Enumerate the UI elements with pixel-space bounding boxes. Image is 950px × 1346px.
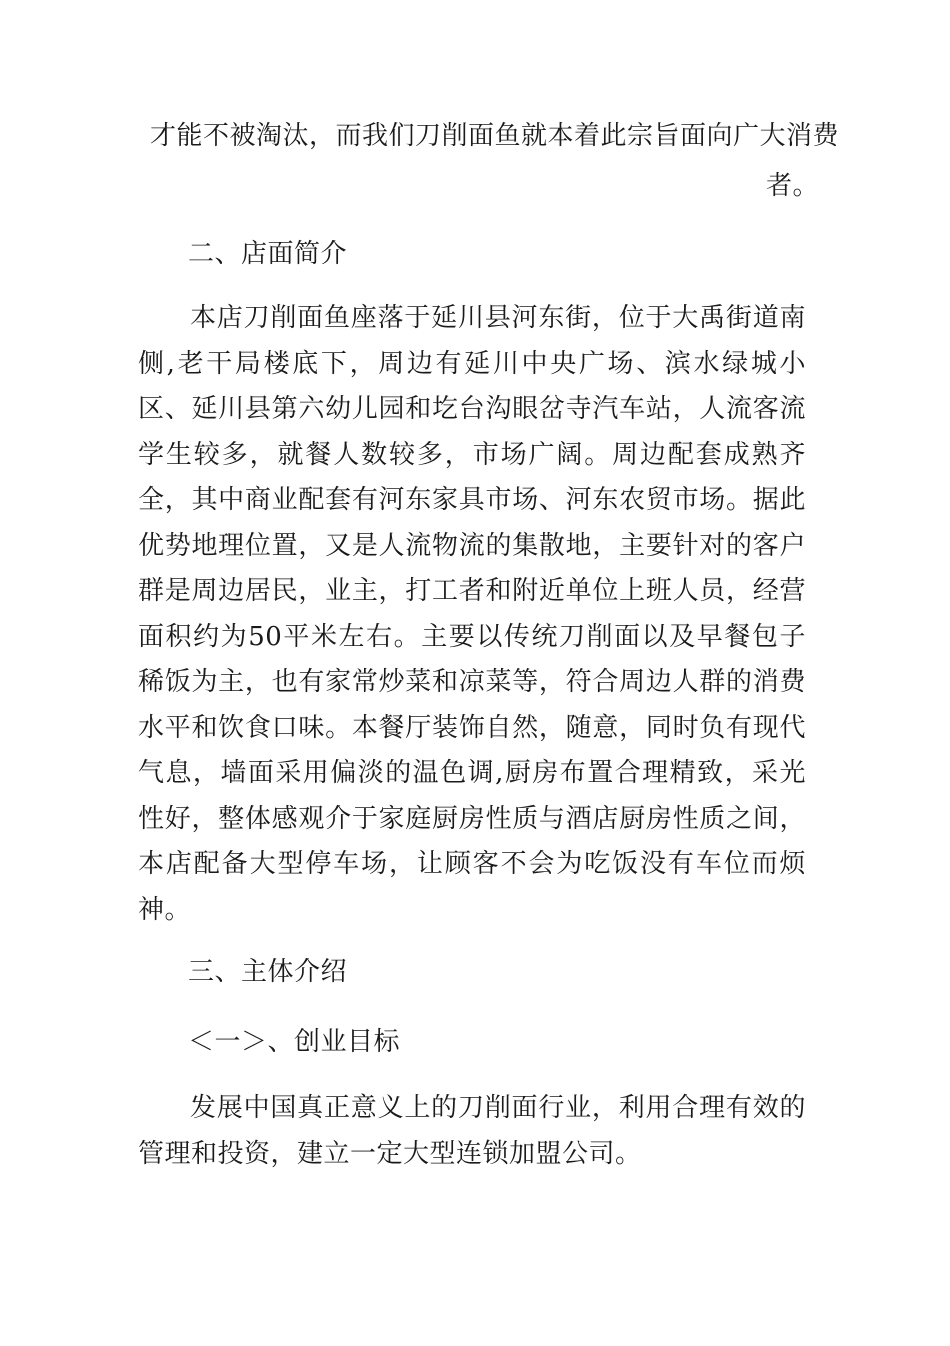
section-3-paragraph: 发展中国真正意义上的刀削面行业，利用合理有效的管理和投资，建立一定大型连锁加盟公司。	[138, 1093, 806, 1169]
section-2-heading: 二、店面简介	[188, 239, 348, 269]
section-2-paragraph: 本店刀削面鱼座落于延川县河东街，位于大禹街道南侧,老干局楼底下，周边有延川中央广场、滨水绿城小区、延川县第六幼儿园和圪台沟眼岔寺汽车站，人流客流学生较多，就餐人数较多，市场广阔。周边配套成熟齐全，其中商业配套有河东家具市场、河东农贸市场。据此优势地理位置，又是人流物流的集散地，主要针对的客户群是周边居民，业主，打工者和附近单位上班人员，经营面积约为50平米左右。主要以传统刀削面以及早餐包子稀饭为主，也有家常炒菜和凉菜等，符合周边人群的消费水平和饮食口味。本餐厅装饰自然，随意，同时负有现代气息，墙面采用偏淡的温色调,厨房布置合理精致，采光性好，整体感观介于家庭厨房性质与酒店厨房性质之间，本店配备大型停车场，让顾客不会为吃饭没有车位而烦神。	[138, 303, 806, 925]
intro-line-1: 才能不被淘汰，而我们刀削面鱼就本着此宗旨面向广大消费	[150, 121, 840, 151]
intro-line-2: 者。	[766, 171, 820, 201]
section-3-heading: 三、主体介绍	[188, 957, 348, 987]
section-3-subheading: ＜一＞、创业目标	[188, 1027, 401, 1057]
